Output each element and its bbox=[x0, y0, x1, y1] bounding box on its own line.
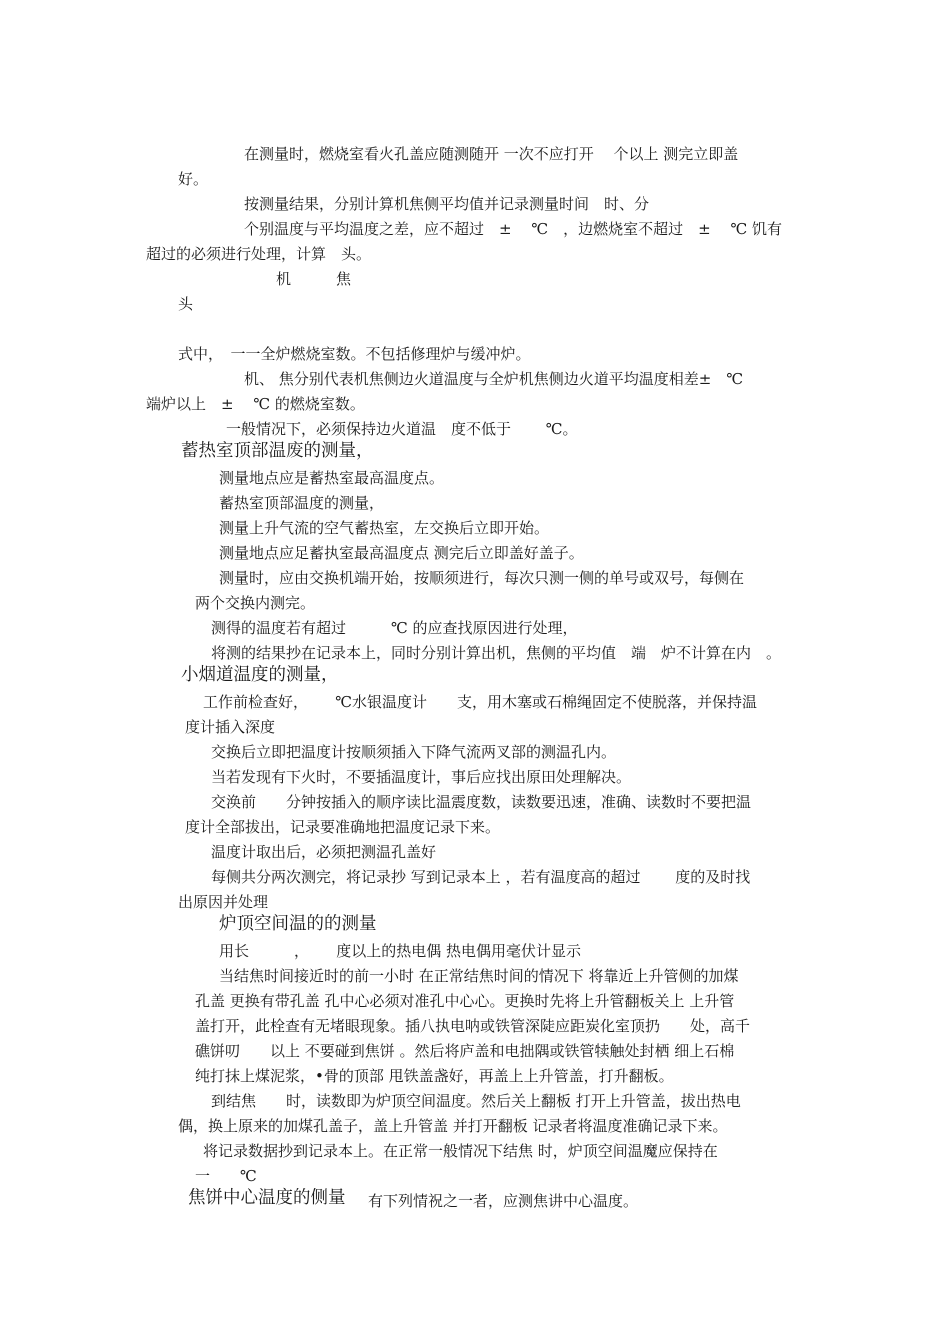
text-line: 将记录数据抄到记录本上。在正常一般情况下结焦 时，炉顶空间温魔应保持在 bbox=[203, 1142, 718, 1160]
text-line: 将测的结果抄在记录本上，同时分别计算出机，焦侧的平均值 端 炉不计算在内 。 bbox=[211, 644, 782, 662]
text-line: 在测量时，燃烧室看火孔盖应随测随开 一次不应打开 个以上 测完立即盖 bbox=[244, 145, 739, 163]
text-line: 按测量结果，分别计算机焦侧平均值并记录测量时间 时、分 bbox=[244, 195, 650, 213]
section-heading: 炉顶空间温的的测量 bbox=[219, 914, 377, 934]
section-heading: 蓄热室顶部温废的测量， bbox=[181, 441, 374, 461]
text-line: 当结焦时间接近时的前一小时 在正常结焦时间的情况下 将靠近上升管侧的加煤 bbox=[219, 967, 739, 985]
text-line: 一 ℃ bbox=[195, 1167, 257, 1185]
text-line: 度计插入深度 bbox=[185, 718, 276, 736]
text-line: 有下列情祝之一者，应测焦讲中心温度。 bbox=[368, 1192, 639, 1210]
text-line: 蓄热室顶部温度的测量， bbox=[219, 494, 385, 512]
text-line: 纯打抹上煤泥浆，•骨的顶部 甩铁盖盏好，再盖上上升管盖，打升翻板。 bbox=[195, 1067, 674, 1085]
text-line: 式中， 一一全炉燃烧室数。不包括修理炉与缓冲炉。 bbox=[178, 345, 531, 363]
text-line: 孔盖 更换有带孔盖 孔中心必须对准孔中心心。更换时先将上升管翻板关上 上升管 bbox=[195, 992, 735, 1010]
text-line: 好。 bbox=[178, 170, 209, 188]
text-line: 两个交换内测完。 bbox=[195, 594, 316, 612]
text-line: 交涣前 分钟按插入的顺序读比温震度数，读数要迅速，准确、读数时不要把温 bbox=[211, 793, 752, 811]
text-line: 每侧共分两次测完，将记录抄 写到记录本上 ，若有温度高的超过 度的及时找 bbox=[211, 868, 751, 886]
text-line: 机、 焦分别代表机焦侧边火道温度与全炉机焦侧边火道平均温度相差± ℃ bbox=[244, 370, 744, 388]
text-line: 工作前检查好， ℃水银温度计 支，用木塞或石棉绳固定不使脱落，并保持温 bbox=[203, 693, 758, 711]
formula-label: 头 bbox=[178, 295, 194, 313]
text-line: 到结焦 时，读数即为炉顶空间温度。然后关上翻板 打开上升管盖，拔出热电 bbox=[211, 1092, 741, 1110]
text-line: 用长 ， 度以上的热电偶 热电偶用毫伏计显示 bbox=[219, 942, 582, 960]
formula-label: 机 焦 bbox=[276, 270, 352, 288]
text-line: 偶，换上原来的加煤孔盖子，盖上升管盖 并打开翻板 记录者将温度准确记录下来。 bbox=[178, 1117, 728, 1135]
section-heading: 焦饼中心温度的侧量 bbox=[188, 1188, 346, 1208]
text-line: 出原因并处理 bbox=[178, 893, 269, 911]
text-line: 一般情况下，必须保持边火道温 度不低于 ℃。 bbox=[226, 420, 578, 438]
text-line: 个别温度与平均温度之差，应不超过 ± ℃ ，边燃烧室不超过 ± ℃ 饥有 bbox=[244, 220, 783, 238]
text-line: 盖打开，此栓查有无堵眼现象。插八执电呐或铁管深陡应距炭化室顶扔 处，高千 bbox=[195, 1017, 751, 1035]
text-line: 礁饼叨 以上 不要碰到焦饼 。然后将庐盖和电拙隅或铁管犊触处封栖 细上石棉 bbox=[195, 1042, 735, 1060]
text-line: 当若发现有下火时，不要插温度计，事后应找出原田处理解决。 bbox=[211, 768, 632, 786]
text-line: 度计全部拔出，记录要准确地把温度记录下来。 bbox=[185, 818, 501, 836]
text-line: 测量地点应足蓄执室最高温度点 测完后立即盖好盖子。 bbox=[219, 544, 584, 562]
text-line: 测得的温度若有超过 ℃ 的应查找原因进行处理， bbox=[211, 619, 578, 637]
text-line: 交换后立即把温度计按顺须插入下降气流两叉部的测温孔内。 bbox=[211, 743, 617, 761]
text-line: 测量时，应由交换机端开始，按顺须进行，每次只测一侧的单号或双号，每侧在 bbox=[219, 569, 745, 587]
text-line: 超过的必须进行处理，计算 头。 bbox=[146, 245, 372, 263]
text-line: 温度计取出后，必须把测温孔盖好 bbox=[211, 843, 437, 861]
text-line: 测量上升气流的空气蓄热室，左交换后立即开始。 bbox=[219, 519, 550, 537]
text-line: 端炉以上 ± ℃ 的燃烧室数。 bbox=[146, 395, 365, 413]
text-line: 测量地点应是蓄热室最高温度点。 bbox=[219, 469, 445, 487]
section-heading: 小烟道温度的测量， bbox=[181, 665, 339, 685]
